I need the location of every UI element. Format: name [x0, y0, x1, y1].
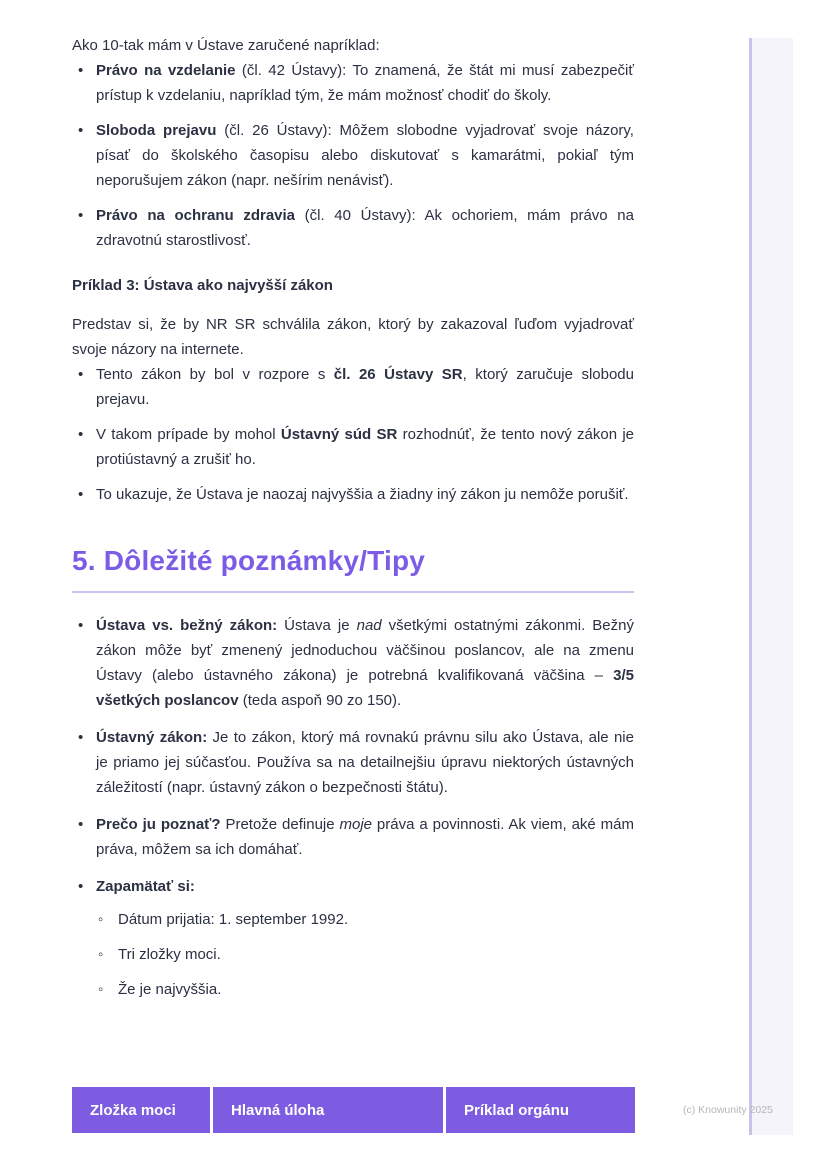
list-item-right-education — [72, 58, 634, 108]
list-item-text: , ktorý zaručuje slobodu prejavu. — [96, 366, 634, 408]
note-text: Pretože definuje — [220, 816, 340, 833]
list-item-bold: Ústavný súd SR — [280, 426, 398, 443]
note-text: práva a povinnosti. Ak viem, aké mám práva, môžem sa ich domáhať. — [96, 816, 634, 858]
note-italic: nad — [356, 617, 382, 634]
table-header-cell-role: Hlavná úloha — [213, 1087, 443, 1133]
list-item-court — [72, 422, 634, 472]
list-item-text: To ukazuje, že Ústava je naozaj najvyššia a žiadny iný zákon ju nemôže porušiť. — [96, 486, 629, 503]
list-item-text: V takom prípade by mohol — [96, 426, 281, 443]
note-text: všetkými ostatnými zákonmi. Bežný zákon môže byť zmenený jednoduchou väčšinou poslancov, ale na zmenu Ústavy (alebo ústavného zákona) je potrebná kvalifikovaná väčšina – — [96, 617, 634, 684]
note-bold: 3/5 všetkých poslancov — [96, 667, 634, 709]
note-text: (teda aspoň 90 zo 150). — [238, 692, 402, 709]
example3-heading: Príklad 3: Ústava ako najvyšší zákon — [72, 277, 333, 294]
list-item-text: (čl. 26 Ústavy): Môžem slobodne vyjadrovať svoje názory, písať do školského časopisu alebo diskutovať s kamarátmi, pokiaľ tým neporušujem zákon (napr. nešírim nenávisť). — [96, 122, 634, 189]
intro-paragraph: Ako 10-tak mám v Ústave zaručené napríklad: — [72, 37, 380, 54]
list-item-text: (čl. 42 Ústavy): To znamená, že štát mi musí zabezpečiť prístup k vzdelaniu, napríklad tým, že mám možnosť chodiť do školy. — [96, 62, 635, 104]
list-item-conflict — [72, 362, 634, 412]
note-constitutional-law — [72, 725, 634, 800]
note-why-know — [72, 812, 634, 862]
list-item-health — [72, 203, 634, 253]
sub-item-powers: ◦ Tri zložky moci. — [96, 942, 634, 967]
note-lead: Prečo ju poznať? — [96, 816, 221, 833]
example3-intro: Predstav si, že by NR SR schválila zákon, ktorý by zakazoval ľuďom vyjadrovať svoje názory na internete. — [72, 316, 634, 358]
sub-item-supreme: ◦ Že je najvyššia. — [96, 977, 634, 1002]
list-item-bold: čl. 26 Ústavy SR — [333, 366, 463, 383]
list-item-lead: Právo na vzdelanie — [96, 62, 236, 79]
table-header-cell-branch: Zložka moci — [72, 1087, 210, 1133]
example3-list — [72, 362, 634, 507]
list-item-text: (čl. 40 Ústavy): Ak ochoriem, mám právo na zdravotnú starostlivosť. — [96, 207, 634, 249]
list-item-text: Tento zákon by bol v rozpore s — [96, 366, 334, 383]
document-content — [72, 0, 634, 1002]
table-header-row — [72, 1087, 635, 1133]
rights-list — [72, 58, 634, 253]
note-text: Ústava je — [277, 617, 357, 634]
section-heading: 5. Dôležité poznámky/Tipy — [72, 545, 426, 576]
list-item-text: rozhodnúť, že tento nový zákon je protiústavný a zrušiť ho. — [96, 426, 635, 468]
memorize-sublist — [96, 907, 634, 1002]
note-memorize — [72, 874, 634, 1002]
copyright-watermark: (c) Knowunity 2025 — [683, 1104, 773, 1116]
table-header-cell-example: Príklad orgánu — [446, 1087, 635, 1133]
list-item-lead: Sloboda prejavu — [96, 122, 217, 139]
note-text: Je to zákon, ktorý má rovnakú právnu silu ako Ústava, ale nie je priamo jej súčasťou. Používa sa na detailnejšiu úpravu niektorých ústavných záležitostí (napr. ústavný zákon o bezpečnosti štátu). — [96, 729, 634, 796]
note-constitution-vs-law — [72, 613, 634, 713]
note-lead: Ústavný zákon: — [96, 729, 208, 746]
list-item-free-speech — [72, 118, 634, 193]
note-lead: Zapamätať si: — [96, 878, 195, 895]
section-divider — [72, 591, 634, 593]
page-edge-strip — [749, 38, 793, 1135]
note-italic: moje — [339, 816, 373, 833]
list-item-lead: Právo na ochranu zdravia — [96, 207, 296, 224]
sub-item-date: ◦ Dátum prijatia: 1. september 1992. — [96, 907, 634, 932]
notes-list — [72, 613, 634, 1002]
note-lead: Ústava vs. bežný zákon: — [96, 617, 278, 634]
list-item-supreme — [72, 482, 634, 507]
